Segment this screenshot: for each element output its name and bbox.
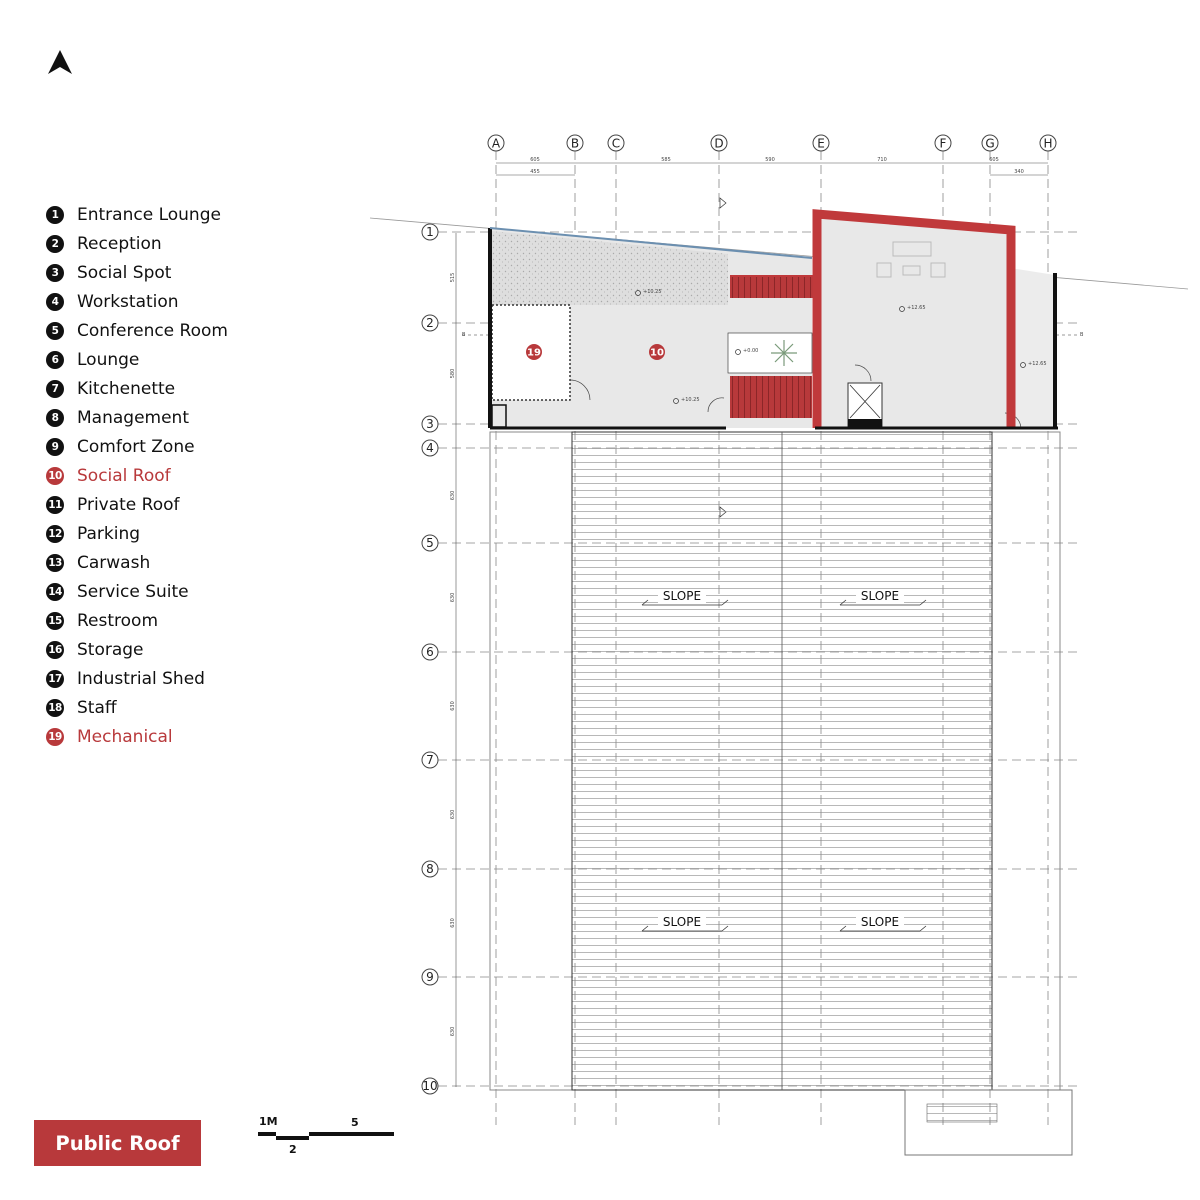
legend-label: Parking bbox=[77, 523, 141, 544]
legend-number-badge: 15 bbox=[46, 612, 64, 630]
grid-label-col: A bbox=[491, 136, 501, 151]
level-label: +10.25 bbox=[643, 289, 662, 295]
grid-label-col: F bbox=[939, 136, 947, 151]
legend-label: Social Roof bbox=[77, 465, 171, 486]
legend-label: Storage bbox=[77, 639, 144, 660]
legend-label: Service Suite bbox=[77, 581, 189, 602]
legend-number-badge: 19 bbox=[46, 728, 64, 746]
legend-number-badge: 8 bbox=[46, 409, 64, 427]
slope-label: SLOPE bbox=[662, 589, 702, 603]
stair-upper bbox=[730, 276, 815, 298]
legend-label: Social Spot bbox=[77, 262, 172, 283]
dim-side: 630 bbox=[450, 701, 456, 711]
east-strip bbox=[1010, 268, 1055, 428]
legend-number-badge: 4 bbox=[46, 293, 64, 311]
grid-label-col: C bbox=[611, 136, 621, 151]
legend-number-badge: 11 bbox=[46, 496, 64, 514]
grid-label-row: 2 bbox=[426, 316, 434, 330]
legend-number-badge: 10 bbox=[46, 467, 64, 485]
grid-label-row: 8 bbox=[426, 862, 434, 876]
legend-number-badge: 18 bbox=[46, 699, 64, 717]
level-label: +12.65 bbox=[1028, 361, 1047, 367]
slope-label: SLOPE bbox=[860, 589, 900, 603]
dim-top2: 455 bbox=[530, 169, 540, 175]
room-tag-label: 10 bbox=[650, 347, 664, 359]
legend-label: Workstation bbox=[77, 291, 179, 312]
grid-label-row: 9 bbox=[426, 970, 434, 984]
grid-label-col: G bbox=[985, 136, 995, 151]
grid-label-col: E bbox=[817, 136, 825, 151]
legend-label: Mechanical bbox=[77, 726, 173, 747]
dim-top: 590 bbox=[765, 157, 775, 163]
legend-label: Lounge bbox=[77, 349, 140, 370]
section-mark-right: B bbox=[1080, 332, 1084, 338]
legend-number-badge: 17 bbox=[46, 670, 64, 688]
legend-number-badge: 2 bbox=[46, 235, 64, 253]
grid-label-row: 5 bbox=[426, 536, 434, 550]
dim-top: 710 bbox=[877, 157, 887, 163]
grid-label-col: D bbox=[714, 136, 724, 151]
scale-label-2: 2 bbox=[289, 1143, 297, 1156]
grid-label-col: B bbox=[570, 136, 580, 151]
dim-side: 630 bbox=[450, 490, 456, 501]
grid-label-row: 10 bbox=[422, 1079, 438, 1093]
scale-label-5: 5 bbox=[351, 1116, 359, 1129]
legend-label: Comfort Zone bbox=[77, 436, 195, 457]
grid-label-col: H bbox=[1043, 136, 1053, 151]
legend-label: Restroom bbox=[77, 610, 159, 631]
dim-side: 630 bbox=[450, 1026, 456, 1037]
dim-side: 630 bbox=[450, 809, 456, 820]
dim-side: 515 bbox=[450, 272, 456, 283]
legend-number-badge: 16 bbox=[46, 641, 64, 659]
legend-label: Private Roof bbox=[77, 494, 180, 515]
grid-label-row: 7 bbox=[426, 753, 434, 767]
grid-label-row: 4 bbox=[426, 441, 434, 455]
dim-top2: 340 bbox=[1014, 169, 1024, 175]
section-mark-left: B bbox=[462, 332, 466, 338]
legend-number-badge: 14 bbox=[46, 583, 64, 601]
grid-label-row: 1 bbox=[426, 225, 434, 239]
legend-number-badge: 7 bbox=[46, 380, 64, 398]
legend-label: Industrial Shed bbox=[77, 668, 205, 689]
legend-label: Conference Room bbox=[77, 320, 228, 341]
dim-side: 630 bbox=[450, 592, 456, 603]
legend-number-badge: 13 bbox=[46, 554, 64, 572]
legend-label: Staff bbox=[77, 697, 117, 718]
slope-label: SLOPE bbox=[662, 915, 702, 929]
legend-number-badge: 3 bbox=[46, 264, 64, 282]
legend-label: Carwash bbox=[77, 552, 151, 573]
legend-number-badge: 9 bbox=[46, 438, 64, 456]
legend-number-badge: 6 bbox=[46, 351, 64, 369]
legend-number-badge: 1 bbox=[46, 206, 64, 224]
level-label: +10.25 bbox=[681, 397, 700, 403]
dim-top: 585 bbox=[661, 157, 671, 163]
legend-number-badge: 5 bbox=[46, 322, 64, 340]
grid-label-row: 6 bbox=[426, 645, 434, 659]
legend-label: Kitchenette bbox=[77, 378, 176, 399]
dim-top: 605 bbox=[989, 157, 999, 163]
legend-label: Entrance Lounge bbox=[77, 204, 221, 225]
legend-label: Reception bbox=[77, 233, 162, 254]
stair-lower bbox=[730, 376, 812, 418]
slope-label: SLOPE bbox=[860, 915, 900, 929]
scale-label-1m: 1M bbox=[259, 1115, 278, 1128]
room-tag-label: 19 bbox=[527, 347, 541, 359]
dim-side: 630 bbox=[450, 918, 456, 928]
drawing-title: Public Roof bbox=[34, 1120, 201, 1166]
legend-number-badge: 12 bbox=[46, 525, 64, 543]
dim-top: 605 bbox=[530, 157, 540, 163]
level-label: +0.00 bbox=[743, 348, 759, 354]
legend-label: Management bbox=[77, 407, 189, 428]
level-label: +12.65 bbox=[907, 305, 926, 311]
scale-bar bbox=[255, 1112, 405, 1162]
dim-side: 580 bbox=[450, 368, 456, 379]
grid-label-row: 3 bbox=[426, 417, 434, 431]
